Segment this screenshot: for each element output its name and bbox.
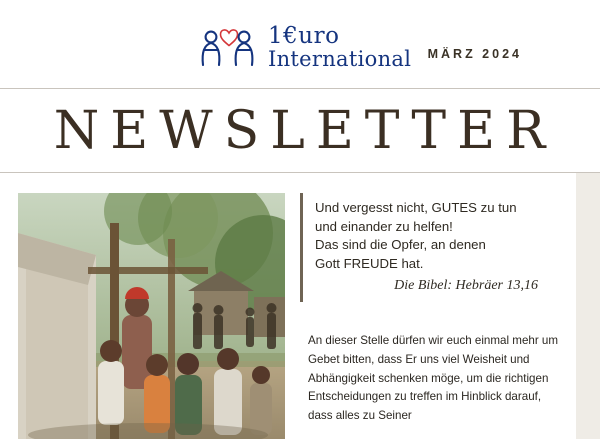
quote-line-1: Und vergesst nicht, GUTES zu tun — [315, 200, 517, 215]
brand-name-line1: 1€uro — [268, 23, 340, 49]
intro-paragraph: An dieser Stelle dürfen wir euch einmal mehr um Gebet bitten, dass Er uns viel Weisheit und Abhängigkeit schenken möge, um die richtigen Entscheidungen zu treffen im Hinblick darauf, dass alles zu Seiner — [308, 333, 559, 423]
quote-line-3: Das sind die Opfer, an denen — [315, 237, 486, 253]
brand-logo-text — [268, 24, 411, 70]
masthead — [0, 89, 600, 173]
quote-reference: Die Bibel: Hebräer 13,16 — [394, 277, 538, 293]
scripture-quote — [300, 193, 564, 302]
issue-date: MÄRZ 2024 — [427, 47, 522, 61]
content-area — [0, 173, 600, 439]
page-header — [0, 0, 600, 89]
village-children-photo — [18, 193, 285, 439]
right-column — [300, 193, 564, 426]
right-side-strip — [576, 173, 600, 439]
page-title: NEWSLETTER — [53, 100, 557, 161]
brand-name-line2: International — [268, 47, 412, 72]
two-people-heart-logo-icon — [196, 24, 262, 70]
quote-line-4: Gott FREUDE hat. — [315, 256, 424, 272]
quote-line-2: und einander zu helfen! — [315, 218, 453, 234]
brand-logo — [196, 24, 411, 70]
